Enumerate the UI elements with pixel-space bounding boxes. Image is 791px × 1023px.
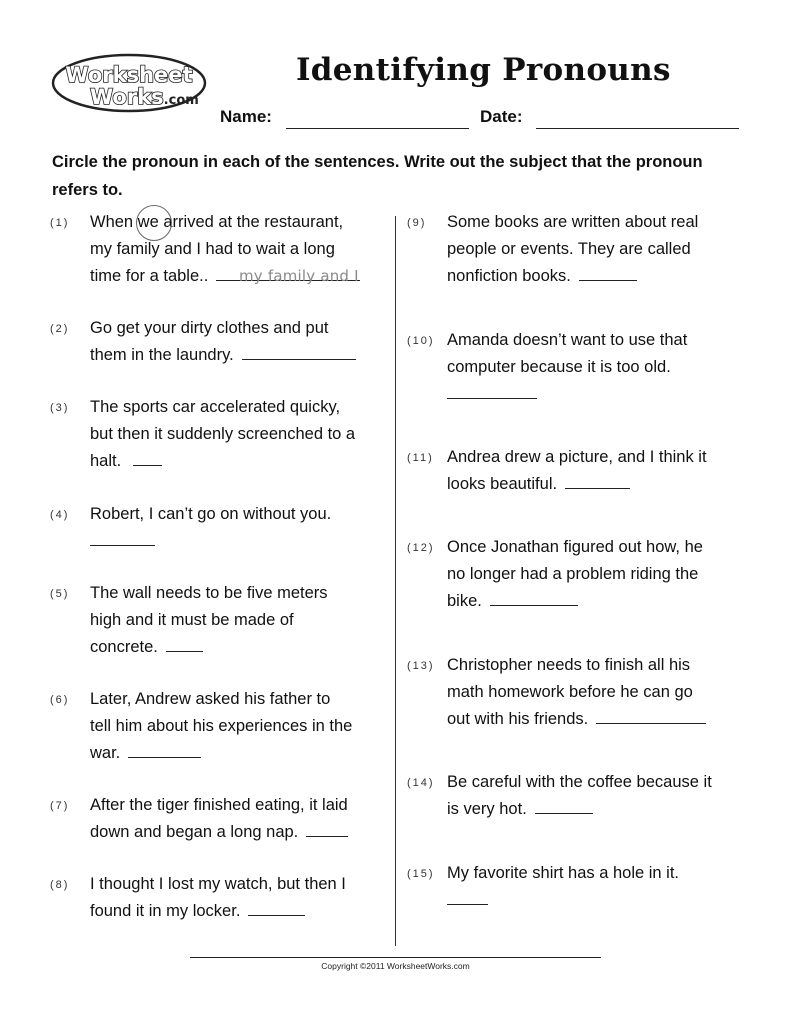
date-label: Date:: [480, 107, 523, 126]
question-text: time for a table..: [90, 267, 209, 285]
answer-blank[interactable]: [242, 343, 356, 360]
name-field[interactable]: [286, 128, 469, 129]
question-number: (6): [50, 694, 70, 706]
question-number: (2): [50, 323, 70, 335]
copyright-footer: Copyright ©2011 WorksheetWorks.com: [321, 961, 470, 971]
question-12: [447, 534, 703, 615]
question-6: [90, 686, 352, 767]
question-text: concrete.: [90, 638, 158, 656]
name-label: Name:: [220, 107, 272, 126]
question-7: [90, 792, 348, 846]
logo-domain: .com: [163, 93, 199, 108]
handwritten-answer: my family and I: [239, 267, 359, 285]
question-text: is very hot.: [447, 800, 527, 818]
question-text: nonfiction books.: [447, 267, 571, 285]
question-number: (8): [50, 879, 70, 891]
page-title: Identifying Pronouns: [296, 52, 671, 88]
logo-line1: Worksheet: [65, 63, 193, 87]
question-10: [447, 327, 687, 408]
question-text: halt.: [90, 452, 122, 470]
question-9: [447, 209, 698, 290]
question-text: down and began a long nap.: [90, 823, 299, 841]
pronoun-circle-mark: [136, 205, 172, 241]
answer-blank[interactable]: [565, 472, 630, 489]
question-13: [447, 652, 706, 733]
question-text: My favorite shirt has a hole in it.: [447, 864, 680, 882]
answer-blank[interactable]: [447, 888, 488, 905]
answer-blank[interactable]: [133, 449, 162, 466]
question-number: (13): [407, 660, 435, 672]
question-text: high and it must be made of: [90, 611, 294, 629]
question-text: math homework before he can go: [447, 683, 693, 701]
answer-blank[interactable]: [306, 820, 348, 837]
question-number: (7): [50, 800, 70, 812]
question-text: Once Jonathan figured out how, he: [447, 538, 703, 556]
question-number: (1): [50, 217, 70, 229]
logo-line2: Works: [90, 85, 164, 109]
question-11: [447, 444, 707, 498]
question-text: war.: [90, 744, 121, 762]
question-number: (5): [50, 588, 70, 600]
question-text: tell him about his experiences in the: [90, 717, 353, 735]
question-number: (12): [407, 542, 435, 554]
answer-blank[interactable]: [579, 264, 637, 281]
footer-rule: [190, 957, 601, 958]
question-text: After the tiger finished eating, it laid: [90, 796, 348, 814]
question-number: (4): [50, 509, 70, 521]
question-text: Be careful with the coffee because it: [447, 773, 712, 791]
question-2: [90, 315, 356, 369]
question-text: bike.: [447, 592, 482, 610]
question-8: [90, 871, 346, 925]
question-number: (14): [407, 777, 435, 789]
answer-blank[interactable]: [128, 741, 201, 758]
question-4: [90, 501, 331, 555]
column-divider: [395, 216, 396, 946]
question-text: computer because it is too old.: [447, 358, 671, 376]
question-number: (15): [407, 868, 435, 880]
question-text: Later, Andrew asked his father to: [90, 690, 331, 708]
question-5: [90, 580, 328, 661]
answer-blank[interactable]: [447, 382, 537, 399]
answer-blank[interactable]: [90, 529, 155, 546]
question-3: [90, 394, 355, 475]
answer-blank[interactable]: [535, 797, 593, 814]
question-text: Go get your dirty clothes and put: [90, 319, 329, 337]
question-text: Andrea drew a picture, and I think it: [447, 448, 707, 466]
date-field[interactable]: [536, 128, 739, 129]
question-text: looks beautiful.: [447, 475, 558, 493]
answer-blank[interactable]: [596, 707, 706, 724]
question-text: I thought I lost my watch, but then I: [90, 875, 346, 893]
question-text: The wall needs to be five meters: [90, 584, 328, 602]
worksheetworks-logo: [50, 52, 208, 114]
question-text: but then it suddenly screenched to a: [90, 425, 356, 443]
question-text: my family and I had to wait a long: [90, 240, 335, 258]
question-number: (9): [407, 217, 427, 229]
question-text: Amanda doesn’t want to use that: [447, 331, 688, 349]
question-text: out with his friends.: [447, 710, 589, 728]
question-number: (3): [50, 402, 70, 414]
question-15: [447, 860, 679, 914]
question-text: When we arrived at the restaurant,: [90, 213, 344, 231]
question-text: no longer had a problem riding the: [447, 565, 699, 583]
question-text: found it in my locker.: [90, 902, 241, 920]
question-text: Christopher needs to finish all his: [447, 656, 691, 674]
answer-blank[interactable]: [166, 635, 203, 652]
question-14: [447, 769, 712, 823]
question-text: Some books are written about real: [447, 213, 699, 231]
question-text: people or events. They are called: [447, 240, 691, 258]
answer-blank[interactable]: [490, 589, 578, 606]
instructions: Circle the pronoun in each of the sentences. Write out the subject that the pronoun refers to.: [52, 153, 703, 199]
question-text: them in the laundry.: [90, 346, 234, 364]
question-number: (10): [407, 335, 435, 347]
question-number: (11): [407, 452, 434, 464]
question-text: The sports car accelerated quicky,: [90, 398, 341, 416]
question-text: Robert, I can’t go on without you.: [90, 505, 332, 523]
answer-blank[interactable]: [248, 899, 305, 916]
